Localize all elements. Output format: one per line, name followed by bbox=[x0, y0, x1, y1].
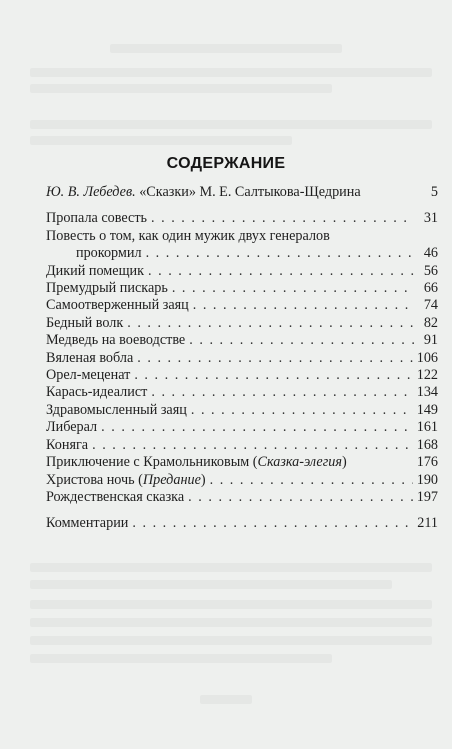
entry-page: 56 bbox=[423, 262, 438, 279]
entry-page: 46 bbox=[423, 245, 438, 262]
entry-title: Бедный волк bbox=[46, 314, 124, 331]
toc-entry bbox=[46, 419, 438, 436]
entry-page: 197 bbox=[416, 488, 438, 505]
toc-entry bbox=[46, 297, 438, 314]
entry-title: Комментарии bbox=[46, 515, 129, 532]
entry-title: Премудрый пискарь bbox=[46, 280, 168, 297]
entry-page: 106 bbox=[416, 349, 438, 366]
entry-title: Дикий помещик bbox=[46, 262, 144, 279]
dot-leader bbox=[193, 297, 414, 314]
entry-title: Здравомысленный заяц bbox=[46, 401, 187, 418]
toc-entry bbox=[46, 350, 438, 367]
toc-entry bbox=[46, 402, 438, 419]
entry-page: 122 bbox=[416, 367, 438, 384]
dot-leader bbox=[189, 332, 414, 349]
dot-leader bbox=[132, 515, 413, 532]
entry-page: 66 bbox=[423, 280, 438, 297]
entry-page: 74 bbox=[423, 297, 438, 314]
dot-leader bbox=[137, 350, 412, 367]
entry-page: 82 bbox=[423, 314, 438, 331]
entry-title: Коняга bbox=[46, 436, 89, 453]
entry-title: Медведь на воеводстве bbox=[46, 332, 186, 349]
entry-page: 211 bbox=[417, 515, 438, 532]
entry-page: 134 bbox=[416, 384, 438, 401]
entry-subtitle: Предание bbox=[142, 471, 201, 488]
entry-page: 168 bbox=[416, 436, 438, 453]
entry-title: Христова ночь ( bbox=[46, 471, 143, 488]
toc-entry bbox=[46, 263, 438, 280]
toc-entry bbox=[46, 210, 438, 227]
dot-leader bbox=[134, 367, 412, 384]
toc-entry bbox=[46, 332, 438, 349]
entry-title: Приключение с Крамольниковым ( bbox=[46, 454, 258, 471]
entry-page: 176 bbox=[416, 454, 438, 471]
entry-title: Пропала совесть bbox=[46, 210, 147, 227]
dot-leader bbox=[172, 280, 414, 297]
entry-title: Вяленая вобла bbox=[46, 349, 134, 366]
dot-leader bbox=[127, 315, 414, 332]
entry-title: Повесть о том, как один мужик двух генералов bbox=[46, 227, 330, 244]
intro-title: «Сказки» М. Е. Салтыкова-Щедрина bbox=[139, 184, 361, 200]
dot-leader bbox=[148, 263, 414, 280]
toc-entry bbox=[46, 489, 438, 506]
dot-leader bbox=[101, 419, 413, 436]
toc-entry bbox=[46, 454, 438, 471]
dot-leader bbox=[191, 402, 413, 419]
entry-page: 190 bbox=[416, 471, 438, 488]
toc-entry-continuation bbox=[46, 245, 438, 262]
dot-leader bbox=[151, 210, 414, 227]
toc-entry bbox=[46, 280, 438, 297]
page-heading: СОДЕРЖАНИЕ bbox=[166, 155, 286, 172]
dot-leader bbox=[188, 489, 413, 506]
entry-title: Орел-меценат bbox=[46, 367, 131, 384]
toc-entry bbox=[46, 437, 438, 454]
toc-entry bbox=[46, 367, 438, 384]
entry-title: Либерал bbox=[46, 419, 98, 436]
toc-entry bbox=[46, 472, 438, 489]
toc-entry-intro bbox=[46, 184, 438, 201]
entry-title-end: ) bbox=[200, 471, 206, 488]
entry-page: 149 bbox=[416, 401, 438, 418]
entry-title: Рождественская сказка bbox=[46, 488, 185, 505]
toc-entry bbox=[46, 315, 438, 332]
intro-page: 5 bbox=[430, 184, 438, 200]
dot-leader bbox=[146, 245, 414, 262]
toc-entry-multiline bbox=[46, 228, 438, 245]
table-of-contents bbox=[46, 184, 438, 533]
toc-entry bbox=[46, 384, 438, 401]
dot-leader bbox=[210, 472, 413, 489]
toc-entry-comments bbox=[46, 515, 438, 532]
entry-page: 161 bbox=[416, 419, 438, 436]
dot-leader bbox=[92, 437, 413, 454]
entry-title-end: ) bbox=[341, 454, 347, 471]
entry-title: Карась-идеалист bbox=[46, 384, 148, 401]
dot-leader bbox=[151, 384, 412, 401]
entry-title-cont: прокормил bbox=[76, 245, 142, 262]
entry-page: 91 bbox=[423, 332, 438, 349]
entry-page: 31 bbox=[423, 210, 438, 227]
entry-subtitle: Сказка-элегия bbox=[257, 454, 342, 471]
intro-author: Ю. В. Лебедев. bbox=[46, 184, 136, 200]
entry-title: Самоотверженный заяц bbox=[46, 297, 189, 314]
